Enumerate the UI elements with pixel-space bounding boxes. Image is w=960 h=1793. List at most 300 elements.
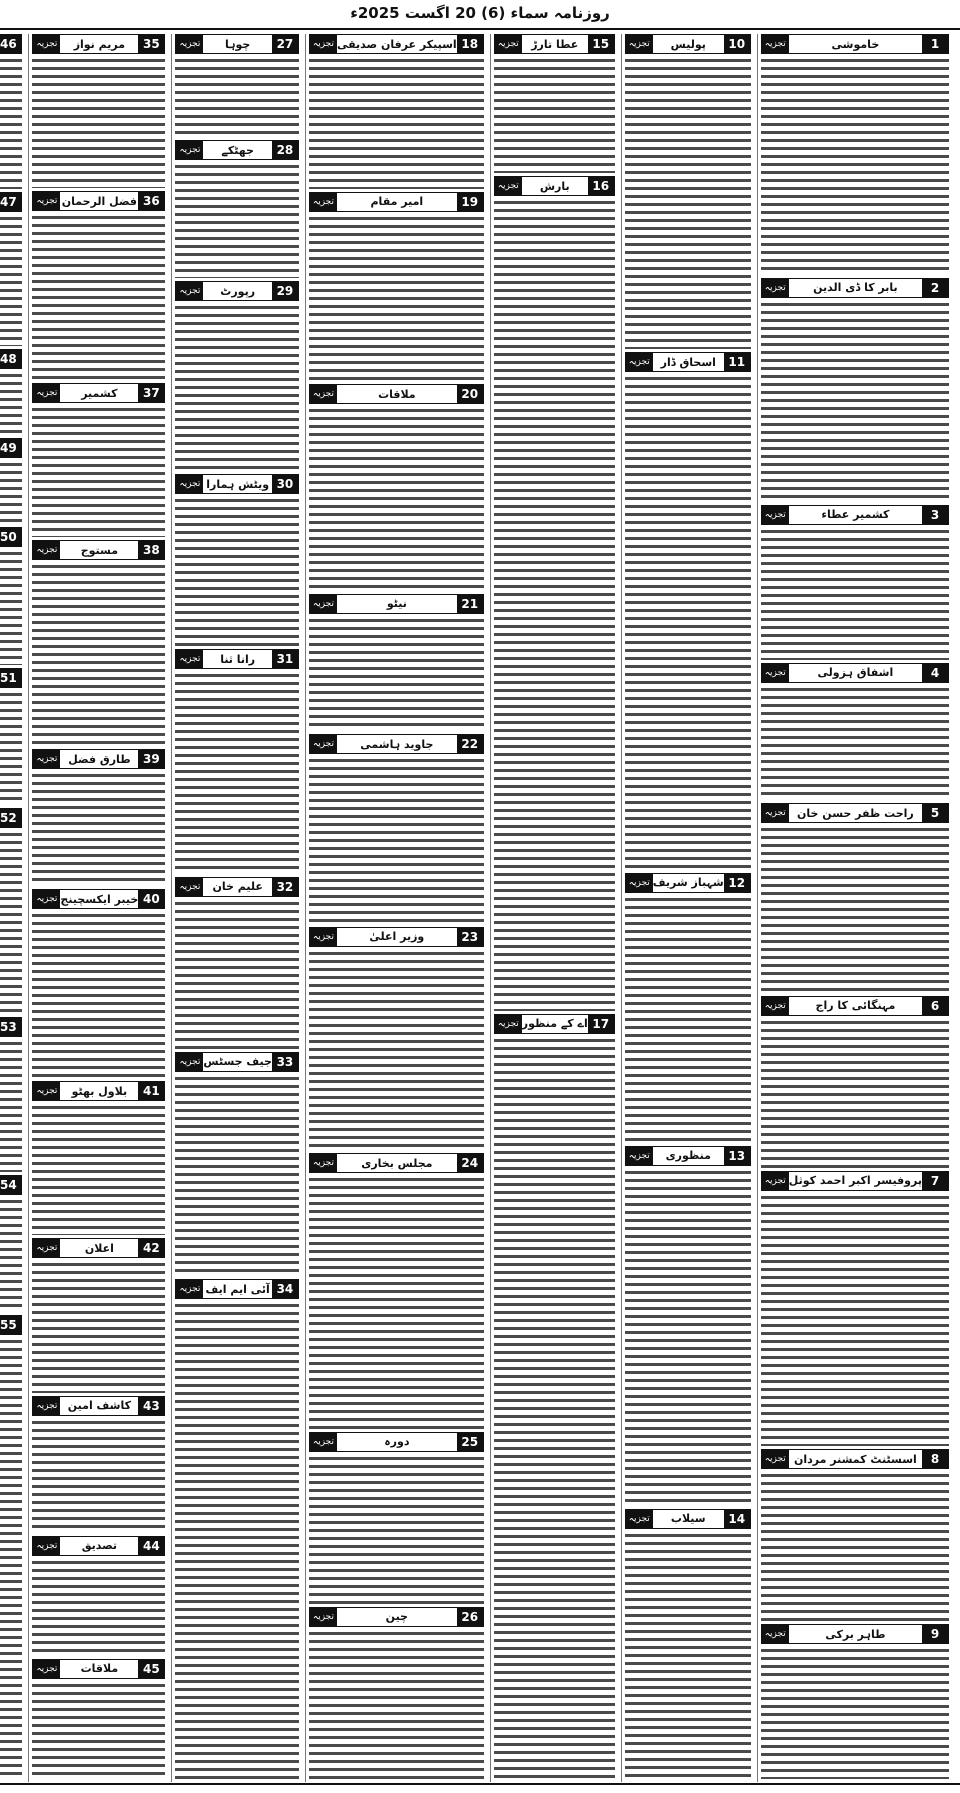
headline-text: عطا تارڑ [531, 37, 579, 51]
item-number: 12 [724, 874, 750, 892]
news-item [309, 1432, 484, 1604]
category-tag: تجزیہ [762, 279, 789, 297]
news-item [761, 505, 949, 660]
headline-text: ملاقات [80, 1662, 119, 1676]
category-tag: تجزیہ [33, 1397, 60, 1415]
item-number: 49 [0, 439, 21, 457]
headline-text: کشمیر [81, 386, 118, 400]
news-item [32, 34, 165, 188]
headline-text: طاہر برکی [825, 1627, 886, 1641]
news-item [761, 1449, 949, 1621]
headline-text: مریم نواز [73, 37, 126, 51]
news-item [761, 996, 949, 1168]
headline-bar [0, 1175, 22, 1195]
headline-bar [494, 176, 615, 196]
category-tag: تجزیہ [762, 1450, 789, 1468]
headline-bar [761, 1624, 949, 1644]
article-body-text [309, 406, 484, 591]
news-item [32, 540, 165, 746]
headline-text: آئی ایم ایف [205, 1282, 270, 1296]
item-number: 37 [138, 384, 164, 402]
headline-bar [761, 34, 949, 54]
article-body-text [32, 405, 165, 537]
item-number: 8 [922, 1450, 948, 1468]
headline-text: امیر مقام [370, 195, 424, 209]
news-item [309, 34, 484, 189]
item-number: 44 [138, 1537, 164, 1555]
headline-bar [309, 192, 484, 212]
news-item [625, 1509, 751, 1779]
news-item [494, 1014, 615, 1779]
headline-text: بارش [539, 179, 570, 193]
headline-bar [625, 1146, 751, 1166]
headline-bar [32, 1536, 165, 1556]
item-number: 25 [457, 1433, 483, 1451]
article-body-text [32, 911, 165, 1078]
category-tag: تجزیہ [310, 385, 337, 403]
news-item [761, 663, 949, 801]
headline-text: راحت ظفر حسن خان [797, 806, 914, 820]
news-item [175, 649, 299, 873]
headline-bar [625, 1509, 751, 1529]
news-column [757, 34, 952, 1782]
article-body-text [32, 1558, 165, 1656]
item-number: 13 [724, 1147, 750, 1165]
headline-bar [309, 1153, 484, 1173]
news-item [309, 1153, 484, 1428]
category-tag: تجزیہ [33, 750, 60, 768]
news-item [0, 349, 22, 435]
category-tag: تجزیہ [176, 35, 203, 53]
item-number: 51 [0, 669, 21, 687]
headline-bar [0, 527, 22, 547]
article-body-text [761, 1471, 949, 1621]
news-item [494, 34, 615, 173]
item-number: 3 [922, 506, 948, 524]
headline-text: ویٹش ہمارا [206, 477, 270, 491]
category-tag: تجزیہ [762, 664, 789, 682]
article-body-text [175, 899, 299, 1049]
category-tag: تجزیہ [626, 353, 653, 371]
headline-bar [0, 438, 22, 458]
article-body-text [175, 496, 299, 646]
headline-bar [761, 996, 949, 1016]
article-body-text [761, 685, 949, 801]
headline-bar [309, 927, 484, 947]
item-number: 23 [457, 928, 483, 946]
news-item [175, 1279, 299, 1779]
item-number: 15 [588, 35, 614, 53]
article-body-text [175, 1301, 299, 1779]
category-tag: تجزیہ [176, 475, 203, 493]
headline-text: چوہا [224, 37, 251, 51]
news-column [305, 34, 487, 1782]
headline-text: رانا ثنا [220, 652, 256, 666]
article-body-text [175, 1074, 299, 1276]
headline-text: فضل الرحمان [61, 194, 138, 208]
article-body-text [0, 690, 22, 805]
headline-text: اشفاق ہزولی [817, 666, 894, 680]
category-tag: تجزیہ [33, 1537, 60, 1555]
category-tag: تجزیہ [33, 1082, 60, 1100]
category-tag: تجزیہ [176, 141, 203, 159]
item-number: 55 [0, 1316, 21, 1334]
category-tag: تجزیہ [33, 35, 60, 53]
category-tag: تجزیہ [310, 595, 337, 613]
headline-bar [0, 192, 22, 212]
news-item [175, 877, 299, 1049]
news-item [761, 1171, 949, 1446]
item-number: 50 [0, 528, 21, 546]
news-column [28, 34, 168, 1782]
article-body-text [761, 56, 949, 275]
headline-text: اسسٹنٹ کمشنر مردان [793, 1452, 917, 1466]
headline-text: بلاول بھٹو [71, 1084, 128, 1098]
news-item [0, 1017, 22, 1172]
category-tag: تجزیہ [762, 804, 789, 822]
item-number: 39 [138, 750, 164, 768]
article-body-text [625, 895, 751, 1143]
headline-bar [0, 808, 22, 828]
item-number: 34 [272, 1280, 298, 1298]
headline-bar [309, 1607, 484, 1627]
item-number: 6 [922, 997, 948, 1015]
headline-text: دورہ [384, 1435, 410, 1449]
headline-text: رپورٹ [220, 284, 256, 298]
item-number: 47 [0, 193, 21, 211]
headline-text: پولیس [670, 37, 706, 51]
category-tag: تجزیہ [762, 35, 789, 53]
category-tag: تجزیہ [310, 193, 337, 211]
category-tag: تجزیہ [626, 1147, 653, 1165]
news-item [309, 192, 484, 381]
news-item [32, 1396, 165, 1533]
article-body-text [625, 374, 751, 870]
item-number: 11 [724, 353, 750, 371]
article-body-text [494, 198, 615, 1011]
item-number: 32 [272, 878, 298, 896]
headline-text: ملاقات [378, 387, 416, 401]
headline-text: سیلاب [670, 1512, 706, 1526]
news-item [494, 176, 615, 1011]
news-item [32, 1081, 165, 1235]
article-body-text [175, 162, 299, 278]
headline-bar [309, 734, 484, 754]
news-item [175, 140, 299, 278]
news-item [32, 1536, 165, 1656]
article-body-text [309, 949, 484, 1151]
headline-bar [309, 1432, 484, 1452]
headline-text: پروفیسر اکبر احمد کوثل [788, 1174, 922, 1188]
headline-bar [32, 1238, 165, 1258]
headline-text: اسپیکر عرفان صدیقی [336, 37, 457, 51]
headline-bar [175, 1279, 299, 1299]
news-column [490, 34, 618, 1782]
category-tag: تجزیہ [626, 1510, 653, 1528]
item-number: 14 [724, 1510, 750, 1528]
news-item [625, 1146, 751, 1506]
article-body-text [625, 1168, 751, 1506]
news-item [32, 191, 165, 380]
news-item [0, 1175, 22, 1312]
article-body-text [761, 825, 949, 992]
article-body-text [32, 1260, 165, 1392]
headline-bar [32, 1081, 165, 1101]
headline-bar [309, 384, 484, 404]
news-page [0, 34, 952, 1782]
article-body-text [625, 1531, 751, 1779]
item-number: 10 [724, 35, 750, 53]
headline-bar [32, 191, 165, 211]
item-number: 27 [272, 35, 298, 53]
article-body-text [0, 1197, 22, 1312]
article-body-text [0, 830, 22, 1014]
headline-bar [175, 649, 299, 669]
category-tag: تجزیہ [762, 1625, 789, 1643]
item-number: 53 [0, 1018, 21, 1036]
headline-text: علیم خان [212, 880, 263, 894]
headline-text: جھٹکے [221, 143, 254, 157]
headline-text: وزیر اعلیٰ [369, 930, 425, 944]
item-number: 31 [272, 650, 298, 668]
item-number: 54 [0, 1176, 21, 1194]
category-tag: تجزیہ [33, 192, 60, 210]
headline-text: اسحاق ڈار [660, 355, 716, 369]
news-item [32, 383, 165, 537]
article-body-text [32, 562, 165, 746]
article-body-text [761, 1193, 949, 1446]
category-tag: تجزیہ [176, 1280, 203, 1298]
item-number: 43 [138, 1397, 164, 1415]
news-column [621, 34, 754, 1782]
article-body-text [32, 1418, 165, 1533]
item-number: 35 [138, 35, 164, 53]
headline-bar [0, 668, 22, 688]
article-body-text [32, 771, 165, 886]
headline-bar [32, 1396, 165, 1416]
article-body-text [32, 213, 165, 380]
headline-text: بابر کا ڈی الدین [813, 281, 898, 295]
item-number: 42 [138, 1239, 164, 1257]
headline-bar [0, 1315, 22, 1335]
news-item [175, 474, 299, 646]
category-tag: تجزیہ [176, 650, 203, 668]
article-body-text [175, 671, 299, 873]
headline-text: جاوید ہاشمی [360, 737, 434, 751]
headline-bar [32, 889, 165, 909]
category-tag: تجزیہ [626, 35, 653, 53]
category-tag: تجزیہ [310, 928, 337, 946]
headline-bar [32, 749, 165, 769]
headline-bar [761, 505, 949, 525]
article-body-text [32, 1103, 165, 1235]
headline-text: طارق فضل [68, 752, 131, 766]
headline-bar [625, 34, 751, 54]
article-body-text [32, 56, 165, 188]
headline-bar [309, 594, 484, 614]
news-item [625, 873, 751, 1143]
article-body-text [0, 1337, 22, 1779]
news-item [309, 734, 484, 923]
news-column [171, 34, 302, 1782]
item-number: 48 [0, 350, 21, 368]
news-item [175, 1052, 299, 1276]
category-tag: تجزیہ [33, 541, 60, 559]
item-number: 17 [588, 1015, 614, 1033]
headline-text: تصدیق [81, 1539, 118, 1553]
headline-text: اے کے منظور [521, 1017, 588, 1031]
article-body-text [309, 56, 484, 189]
category-tag: تجزیہ [495, 35, 522, 53]
item-number: 7 [922, 1172, 948, 1190]
headline-text: اعلان [84, 1241, 114, 1255]
headline-text: مستوج [80, 543, 119, 557]
item-number: 52 [0, 809, 21, 827]
news-item [32, 1238, 165, 1392]
headline-text: شہباز شریف [652, 876, 724, 890]
category-tag: تجزیہ [762, 1172, 789, 1190]
headline-text: نیٹو [386, 597, 407, 611]
article-body-text [309, 1629, 484, 1779]
headline-bar [761, 1171, 949, 1191]
news-column [0, 34, 25, 1782]
headline-text: کشمیر عطاء [821, 508, 890, 522]
category-tag: تجزیہ [33, 890, 60, 908]
news-item [625, 352, 751, 870]
news-item [309, 384, 484, 591]
masthead [0, 0, 960, 30]
headline-bar [494, 34, 615, 54]
item-number: 40 [138, 890, 164, 908]
category-tag: تجزیہ [626, 874, 653, 892]
item-number: 4 [922, 664, 948, 682]
headline-bar [175, 281, 299, 301]
category-tag: تجزیہ [33, 1239, 60, 1257]
headline-bar [494, 1014, 615, 1034]
article-body-text [0, 1039, 22, 1172]
article-body-text [761, 527, 949, 660]
headline-text: کاشف امین [67, 1399, 131, 1413]
item-number: 2 [922, 279, 948, 297]
category-tag: تجزیہ [310, 1154, 337, 1172]
article-body-text [309, 616, 484, 732]
category-tag: تجزیہ [495, 1015, 522, 1033]
headline-bar [761, 663, 949, 683]
headline-text: جیف جسٹس [203, 1055, 272, 1069]
news-item [175, 281, 299, 471]
headline-text: چین [385, 1610, 408, 1624]
headline-bar [625, 873, 751, 893]
page-footer-rule [0, 1783, 960, 1793]
news-item [0, 527, 22, 664]
item-number: 5 [922, 804, 948, 822]
headline-bar [175, 34, 299, 54]
news-item [761, 278, 949, 502]
news-item [175, 34, 299, 137]
news-item [0, 668, 22, 805]
news-item [32, 749, 165, 886]
headline-text: مہنگائی کا راج [815, 999, 896, 1013]
news-item [0, 34, 22, 189]
headline-bar [625, 352, 751, 372]
headline-bar [175, 140, 299, 160]
article-body-text [0, 56, 22, 189]
item-number: 19 [457, 193, 483, 211]
headline-bar [175, 1052, 299, 1072]
article-body-text [309, 214, 484, 381]
headline-text: مجلس بخاری [361, 1156, 433, 1170]
headline-bar [761, 803, 949, 823]
article-body-text [494, 1036, 615, 1779]
headline-bar [0, 349, 22, 369]
item-number: 9 [922, 1625, 948, 1643]
article-body-text [175, 303, 299, 471]
headline-text: خیبر ایکسچینج [60, 892, 139, 906]
item-number: 20 [457, 385, 483, 403]
headline-bar [0, 34, 22, 54]
news-item [32, 889, 165, 1078]
category-tag: تجزیہ [310, 1433, 337, 1451]
news-item [0, 192, 22, 347]
category-tag: تجزیہ [762, 997, 789, 1015]
category-tag: تجزیہ [176, 878, 203, 896]
news-item [0, 808, 22, 1014]
news-item [625, 34, 751, 349]
item-number: 33 [272, 1053, 298, 1071]
headline-text: منظوری [665, 1149, 711, 1163]
headline-bar [32, 540, 165, 560]
category-tag: تجزیہ [176, 282, 203, 300]
headline-bar [761, 278, 949, 298]
item-number: 30 [272, 475, 298, 493]
item-number: 38 [138, 541, 164, 559]
headline-bar [32, 383, 165, 403]
news-item [761, 803, 949, 992]
news-item [0, 438, 22, 524]
article-body-text [0, 214, 22, 347]
category-tag: تجزیہ [33, 384, 60, 402]
news-item [0, 1315, 22, 1779]
news-item [309, 1607, 484, 1779]
article-body-text [32, 1681, 165, 1779]
headline-bar [175, 474, 299, 494]
article-body-text [0, 460, 22, 524]
masthead-title: روزنامہ سماء (6) 20 اگست 2025ء [350, 4, 610, 22]
item-number: 36 [138, 192, 164, 210]
headline-text: خاموشی [831, 37, 880, 51]
news-item [761, 34, 949, 275]
article-body-text [761, 1018, 949, 1168]
category-tag: تجزیہ [495, 177, 522, 195]
article-body-text [0, 549, 22, 664]
news-item [309, 927, 484, 1151]
headline-bar [0, 1017, 22, 1037]
article-body-text [761, 300, 949, 502]
article-body-text [309, 1175, 484, 1428]
headline-bar [309, 34, 484, 54]
headline-bar [175, 877, 299, 897]
item-number: 22 [457, 735, 483, 753]
item-number: 29 [272, 282, 298, 300]
article-body-text [175, 56, 299, 137]
item-number: 21 [457, 595, 483, 613]
category-tag: تجزیہ [310, 1608, 337, 1626]
category-tag: تجزیہ [33, 1660, 60, 1678]
news-item [32, 1659, 165, 1779]
item-number: 18 [457, 35, 483, 53]
article-body-text [309, 1454, 484, 1604]
item-number: 26 [457, 1608, 483, 1626]
